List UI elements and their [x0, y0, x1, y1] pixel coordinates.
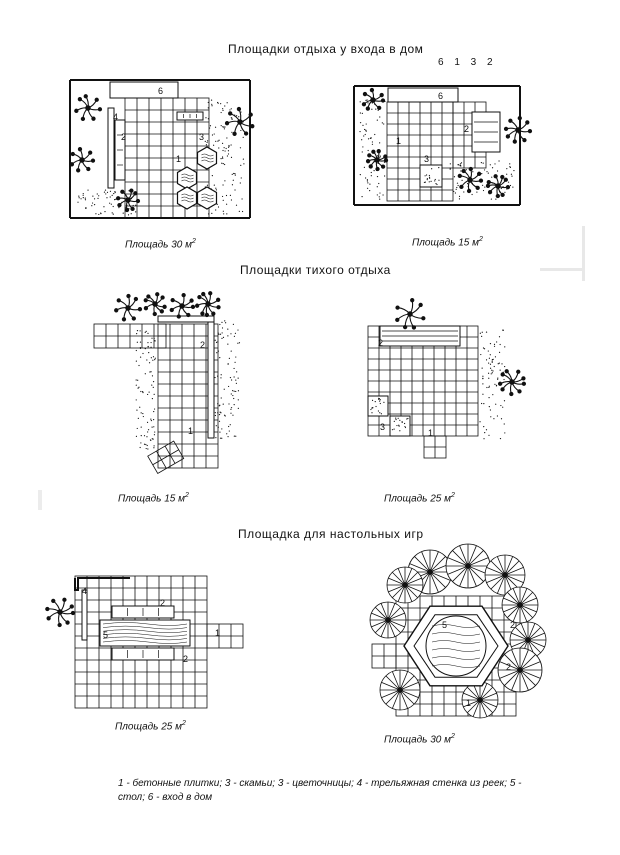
plan-marker-2: 2 — [183, 654, 189, 664]
plan-marker-2: 2 — [510, 620, 516, 630]
heading-entrance: Площадки отдыха у входа в дом — [228, 42, 424, 56]
shrub — [115, 294, 142, 320]
planter-box — [368, 396, 388, 416]
plan-marker-2: 2 — [464, 124, 470, 134]
plan-marker-5: 5 — [103, 630, 109, 640]
bench — [380, 326, 460, 346]
plan-marker-6: 6 — [438, 91, 444, 101]
plan-marker-5: 5 — [442, 620, 448, 630]
scan-mark — [582, 226, 585, 281]
table-round — [426, 616, 486, 676]
plan-marker-3: 3 — [424, 154, 430, 164]
plan-games-a — [46, 576, 243, 708]
plan-marker-1: 1 — [215, 628, 221, 638]
bench-left — [115, 120, 125, 180]
plan-marker-2: 2 — [160, 598, 166, 608]
trellis-wall-side — [82, 590, 87, 640]
paving-tiles — [372, 644, 396, 668]
stepping-tiles — [148, 441, 184, 473]
scan-mark — [540, 268, 585, 271]
plan-quiet-a — [94, 292, 240, 474]
plan-marker-2: 2 — [506, 662, 512, 672]
plan-marker-3: 3 — [380, 422, 386, 432]
plan-marker-4: 4 — [82, 586, 88, 596]
plan-marker-1: 1 — [428, 428, 434, 438]
plan-marker-4: 4 — [113, 112, 119, 122]
shrub — [504, 117, 531, 144]
bench-bottom — [112, 648, 174, 660]
table — [100, 620, 190, 646]
area-label-quiet-b: Площадь 25 $м^2$ — [384, 492, 455, 505]
paving-tiles — [207, 624, 243, 648]
hex-planter — [198, 147, 217, 169]
plan-quiet-b — [368, 299, 525, 458]
bench — [472, 112, 500, 152]
table-top — [426, 616, 486, 676]
planter — [420, 165, 442, 187]
plan-entrance-a — [70, 80, 254, 218]
planter-box — [420, 165, 442, 187]
shrub — [366, 150, 387, 171]
paving-tiles — [94, 324, 166, 348]
shrub — [396, 299, 425, 329]
plan-marker-2: 2 — [378, 338, 384, 348]
planter-left — [368, 396, 388, 416]
area-label-entrance-b: Площадь 15 $м^2$ — [412, 236, 483, 249]
shrub — [362, 88, 384, 110]
bench-long — [208, 318, 214, 438]
plan-marker-1: 1 — [466, 698, 472, 708]
shrub — [46, 598, 75, 626]
plan-marker-6: 6 — [158, 86, 164, 96]
shrub — [499, 370, 526, 396]
area-label-games-b: Площадь 30 $м^2$ — [384, 733, 455, 746]
legend-text: 1 - бетонные плитки; 3 - скамьи; 3 - цветочницы; 4 - трельяжная стенка из реек; 5 - стол; 6 - вход в дом — [118, 778, 522, 803]
planter-bottom — [390, 416, 410, 436]
tree-canopy — [446, 544, 490, 588]
plan-marker-2: 2 — [121, 132, 127, 142]
heading-games: Площадка для настольных игр — [238, 527, 424, 541]
tree-canopy — [387, 567, 423, 603]
paving-tiles — [424, 436, 446, 458]
plan-marker-1: 1 — [396, 136, 402, 146]
shrub — [170, 294, 194, 319]
shrub — [486, 175, 509, 198]
shrub — [196, 292, 221, 317]
shrub — [144, 293, 166, 316]
shrub — [117, 189, 140, 212]
tree-canopy — [502, 587, 538, 623]
area-label-quiet-a: Площадь 15 $м^2$ — [118, 492, 189, 505]
table-top — [100, 620, 190, 646]
sheet-code: 6 1 3 2 — [438, 57, 497, 68]
hex-planter — [178, 187, 197, 209]
plan-marker-3: 3 — [199, 132, 205, 142]
plan-marker-1: 1 — [176, 154, 182, 164]
tree-canopy — [370, 602, 406, 638]
paving-tiles — [148, 441, 184, 473]
gravel-texture — [359, 99, 385, 199]
tree-canopy — [498, 648, 542, 692]
area-label-games-a: Площадь 25 $м^2$ — [115, 720, 186, 733]
hex-planter — [198, 187, 217, 209]
bench-top — [177, 112, 203, 120]
scan-mark — [38, 490, 42, 510]
trellis-wall — [158, 316, 214, 322]
plan-games-b — [370, 544, 546, 718]
plan-marker-1: 1 — [188, 426, 194, 436]
plan-marker-2: 2 — [200, 340, 206, 350]
hex-planter — [178, 167, 197, 189]
house-entrance — [110, 82, 178, 98]
tree-canopy — [380, 670, 420, 710]
heading-quiet: Площадки тихого отдыха — [240, 263, 391, 277]
area-label-entrance-a: Площадь 30 $м^2$ — [125, 238, 196, 251]
shrub — [75, 95, 102, 121]
plan-entrance-b — [354, 86, 532, 205]
house-entrance — [388, 88, 458, 102]
shrub — [70, 148, 94, 172]
